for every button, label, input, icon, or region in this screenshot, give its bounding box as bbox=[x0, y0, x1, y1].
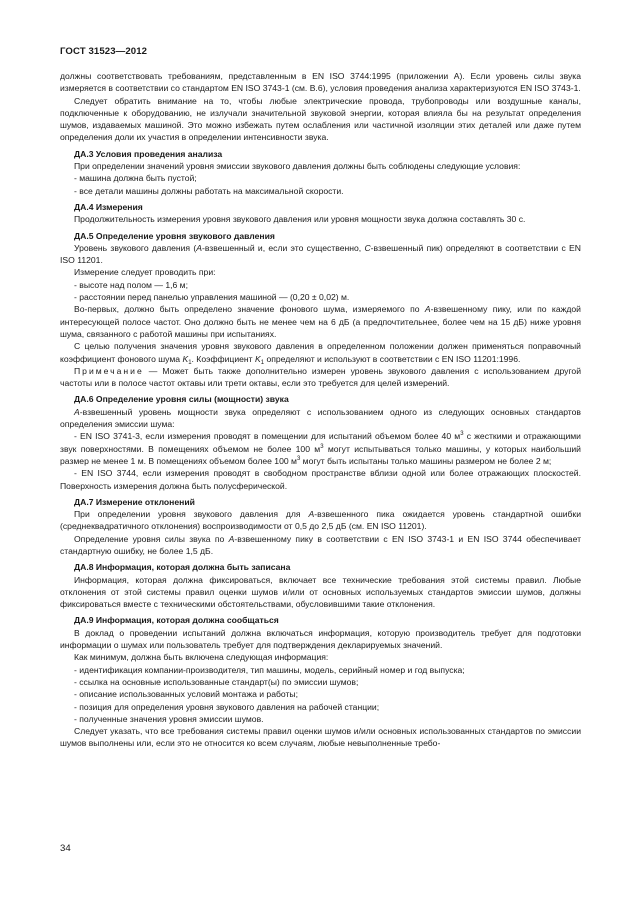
paragraph: С целью получения значения уровня звукового давления в определенном положении должен применяться поправочный коэффициент фонового шума $K_1$. Коэффициент $K_1$ определяют и используют в соответствии с EN ISO 11201:1996. bbox=[60, 341, 581, 366]
list-item: - машина должна быть пустой; bbox=[74, 173, 197, 184]
list-item: - расстоянии перед панелью управления машиной — (0,20 ± 0,02) м. bbox=[74, 292, 350, 303]
section-heading: ДА.5 Определение уровня звукового давления bbox=[74, 230, 275, 241]
list-item: - высоте над полом — 1,6 м; bbox=[74, 279, 188, 290]
section-heading: ДА.3 Условия проведения анализа bbox=[74, 148, 223, 159]
paragraph: должны соответствовать требованиям, представленным в EN ISO 3744:1995 (приложении А). Если уровень силы звука измеряется в соответствии со стандартом EN ISO 3743-1 (см. В.6), условия проведения анализа характеризуются EN ISO 3743-1. bbox=[60, 71, 581, 94]
paragraph: Уровень звукового давления (А-взвешенный и, если это существенно, С-взвешенный пик) определяют в соответствии с EN ISO 11201. bbox=[60, 242, 581, 266]
section-heading: ДА.4 Измерения bbox=[74, 201, 143, 212]
paragraph: Как минимум, должна быть включена следующая информация: bbox=[74, 652, 329, 663]
section-heading: ДА.9 Информация, которая должна сообщаться bbox=[74, 615, 279, 626]
paragraph: - EN ISO 3744, если измерения проводят в свободном пространстве вблизи одной или более отражающих плоскостей. Поверхность измерения должна быть полусферической. bbox=[60, 468, 581, 491]
paragraph: Во-первых, должно быть определено значение фонового шума, измеряемого по А-взвешенному пику, или по каждой интересующей полосе частот. Оно должно быть не менее чем на 6 дБ (а предпочтительнее, более чем на 15 дБ) ниже уровня шума, связанного с работой машины при испытаниях. bbox=[60, 304, 581, 339]
paragraph: При определении значений уровня эмиссии звукового давления должны быть соблюдены следующие условия: bbox=[74, 161, 521, 172]
list-item: - описание использованных условий монтажа и работы; bbox=[74, 689, 298, 700]
paragraph: - EN ISO 3741-3, если измерения проводят в помещении для испытаний объемом более 40 $м^3$ с жесткими и отражающими звук поверхностями. В помещениях объемом не более 100 $м^3$ могут испытываться только машины, у которых наибольший размер не менее 1 м. В помещениях объемом более 100 $м^3$ могут быть испытаны только машины размером не более 2 м; bbox=[60, 431, 581, 466]
section-heading: ДА.8 Информация, которая должна быть записана bbox=[74, 562, 291, 573]
note-label: Примечание bbox=[74, 365, 144, 376]
paragraph: Следует указать, что все требования системы правил оценки шумов и/или основных использованных стандартов по эмиссии шумов выполнены или, если это не относится ко всем случаям, любые невыполненные требо- bbox=[60, 726, 581, 749]
page-number: 34 bbox=[60, 843, 71, 854]
paragraph: В доклад о проведении испытаний должна включаться информация, которую производитель требует для подготовки информации о шумах или пользователь требует для подтверждения декларируемых значений. bbox=[60, 627, 581, 651]
list-item: - все детали машины должны работать на максимальной скорости. bbox=[74, 185, 344, 196]
paragraph: А-взвешенный уровень мощности звука определяют с использованием одного из следующих основных стандартов определения эмиссии шума: bbox=[60, 406, 581, 430]
list-item: - идентификация компании-производителя, тип машины, модель, серийный номер и год выпуска; bbox=[74, 664, 465, 675]
note: Примечание — Может быть также дополнительно измерен уровень звукового давления с использованием другой частоты или в полосе частот октавы или трети октавы, если это требуется для целей измерений. bbox=[60, 365, 581, 389]
paragraph: Продолжительность измерения уровня звукового давления или уровня мощности звука должна составлять 30 с. bbox=[74, 214, 526, 225]
list-item: - полученные значения уровня эмиссии шумов. bbox=[74, 713, 264, 724]
paragraph: Следует обратить внимание на то, чтобы любые электрические провода, трубопроводы или воздушные каналы, подключенные к оборудованию, не излучали значительной звуковой энергии, которая влияла бы на результат определения шумов, издаваемых машиной. Это можно избежать путем ослабления или частичной изоляции этих деталей или даже путем определения доли их участия в определении интенсивности звука. bbox=[60, 95, 581, 143]
list-item: - позиция для определения уровня звукового давления на рабочей станции; bbox=[74, 701, 380, 712]
document-header: ГОСТ 31523—2012 bbox=[60, 46, 148, 57]
section-heading: ДА.7 Измерение отклонений bbox=[74, 496, 195, 507]
paragraph: Измерение следует проводить при: bbox=[74, 267, 216, 278]
section-heading: ДА.6 Определение уровня силы (мощности) звука bbox=[74, 394, 289, 405]
paragraph: При определении уровня звукового давления для А-взвешенного пика ожидается уровень стандартной ошибки (среднеквадратичного отклонения) воспроизводимости от 0,5 до 2,5 дБ (см. EN ISO 11201). bbox=[60, 509, 581, 532]
paragraph: Определение уровня силы звука по А-взвешенному пику в соответствии с EN ISO 3743-1 и EN ISO 3744 обеспечивает стандартную ошибку, не более 1,5 дБ. bbox=[60, 533, 582, 556]
document-body bbox=[60, 70, 581, 750]
list-item: - ссылка на основные использованные стандарт(ы) по эмиссии шумов; bbox=[74, 676, 359, 687]
paragraph: Информация, которая должна фиксироваться, включает все технические требования этой системы правил. Любые отклонения от этой системы правил оценки шумов и/или от основных используемых стандартов эмиссии шумов, должны фиксироваться вместе с техническими обстоятельствами, обусловившими такие отклонения. bbox=[60, 574, 581, 610]
